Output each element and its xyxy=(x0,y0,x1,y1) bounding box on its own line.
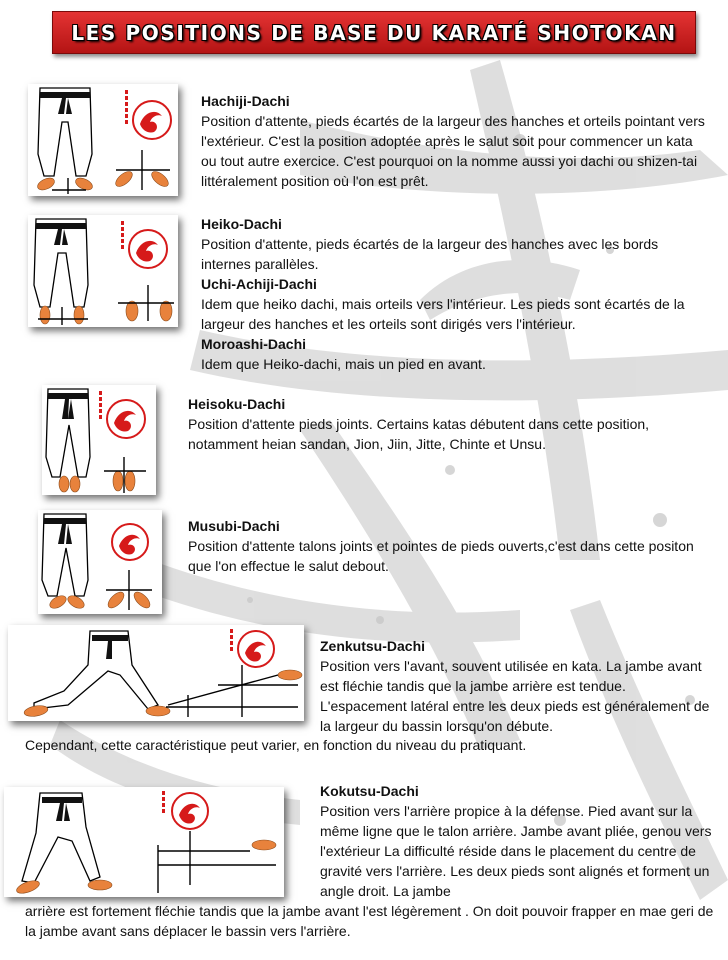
title-banner xyxy=(52,11,696,54)
section-zenkutsu-continued xyxy=(25,735,715,755)
zenkutsu-dachi-illustration xyxy=(8,625,304,721)
heiko-dachi-illustration xyxy=(28,215,178,327)
stance-name: Hachiji-Dachi xyxy=(201,93,290,109)
stance-name: Moroashi-Dachi xyxy=(201,336,307,352)
stance-name: Zenkutsu-Dachi xyxy=(320,638,426,654)
section-kokutsu-continued xyxy=(25,901,725,941)
section-kokutsu xyxy=(320,781,716,901)
kokutsu-dachi-illustration xyxy=(4,787,284,897)
stance-name: Heiko-Dachi xyxy=(201,216,282,232)
red-seal-icon xyxy=(162,791,208,829)
stance-description: Position vers l'avant, souvent utilisée en kata. La jambe avant est fléchie tandis que la jambe arrière est tendue. L'espacement latéral entre les deux pieds est généralement de la largeur du bassin lorsqu'on débute. xyxy=(320,658,710,734)
section-zenkutsu xyxy=(320,636,716,736)
red-seal-icon xyxy=(125,90,171,139)
stance-name: Heisoku-Dachi xyxy=(188,396,286,412)
red-seal-icon xyxy=(99,391,145,438)
stance-name: Kokutsu-Dachi xyxy=(320,783,419,799)
section-heiko xyxy=(201,214,711,374)
stance-description: Position vers l'arrière propice à la défense. Pied avant sur la même ligne que le talon arrière. Jambe avant pliée, genou vers l'extérieur La difficulté réside dans le placement du centre de gravité vers l'arrière. Les deux pieds sont alignés et forment un angle droit. La jambe xyxy=(320,803,712,899)
stance-description: Position d'attente talons joints et pointes de pieds ouverts,c'est dans cette positon que l'on effectue le salut debout. xyxy=(188,538,694,574)
red-seal-icon xyxy=(230,629,274,667)
stance-description: Idem que heiko dachi, mais orteils vers l'intérieur. Les pieds sont écartés de la largeur des hanches et les orteils sont dirigés vers l'intérieur. xyxy=(201,296,685,332)
stance-description: Position d'attente, pieds écartés de la largeur des hanches et orteils pointant vers l'extérieur. C'est la position adoptée après le salut soit pour commencer un kata ou tout autre exercice. C'est pourquoi on la nomme aussi yoi dachi ou shizen-tai littéralement position où l'on est prêt. xyxy=(201,113,705,189)
stance-description-continued: Cependant, cette caractéristique peut varier, en fonction du niveau du pratiquant. xyxy=(25,737,527,753)
red-seal-icon xyxy=(121,221,167,268)
hachiji-dachi-illustration xyxy=(28,84,178,196)
feet xyxy=(36,169,171,193)
heisoku-dachi-illustration xyxy=(42,385,156,495)
stance-name: Musubi-Dachi xyxy=(188,518,280,534)
page-title: LES POSITIONS DE BASE DU KARATÉ SHOTOKAN xyxy=(71,20,677,45)
stance-description: Position d'attente, pieds écartés de la largeur des hanches avec les bords internes parallèles. xyxy=(201,236,659,272)
section-hachiji xyxy=(201,91,711,191)
stance-description: Position d'attente pieds joints. Certains katas débutent dans cette position, notamment heian sandan, Jion, Jiin, Jitte, Chinte et Unsu. xyxy=(188,416,650,452)
stance-name: Uchi-Achiji-Dachi xyxy=(201,276,317,292)
black-belt xyxy=(40,92,90,98)
section-musubi xyxy=(188,516,708,576)
red-seal-icon xyxy=(112,524,148,560)
musubi-dachi-illustration xyxy=(38,510,162,614)
section-heisoku xyxy=(188,394,708,454)
stance-description-continued: arrière est fortement fléchie tandis que la jambe avant l'est légèrement . On doit pouvoir frapper en mae geri de la jambe avant sans déplacer le bassin vers l'arrière. xyxy=(25,903,714,939)
stance-description: Idem que Heiko-dachi, mais un pied en avant. xyxy=(201,356,486,372)
